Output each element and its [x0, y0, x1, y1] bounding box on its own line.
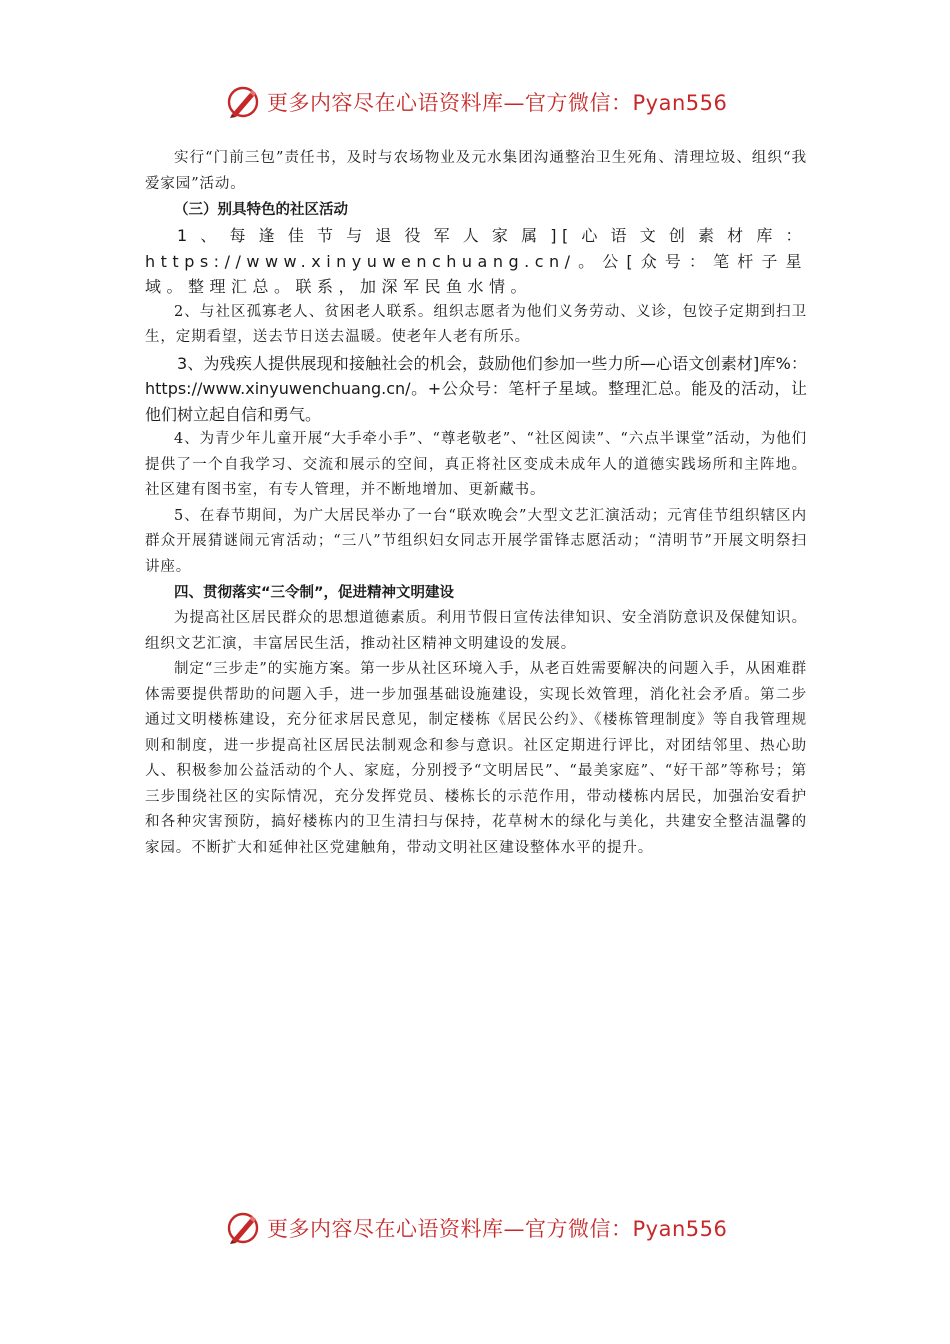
watermark-text: 更多内容尽在心语资料库—官方微信：Pyan556	[267, 1217, 728, 1241]
section-heading-activities: （三）别具特色的社区活动	[174, 202, 348, 218]
paragraph-item-5: 5、在春节期间，为广大居民举办了一台“联欢晚会”大型文艺汇演活动；元宵佳节组织辖区内群众开展猜谜闹元宵活动；“三八”节组织妇女同志开展学雷锋志愿活动；“清明节”开展文明祭扫讲座。	[145, 507, 807, 575]
footer-watermark	[225, 1208, 727, 1248]
pen-circle-logo-icon	[225, 84, 261, 120]
paragraph-item-2: 2、与社区孤寡老人、贫困老人联系。组织志愿者为他们义务劳动、义诊，包饺子定期到扫卫生，定期看望，送去节日送去温暖。使老年人老有所乐。	[145, 303, 807, 345]
paragraph-civilization-intro: 为提高社区居民群众的思想道德素质。利用节假日宣传法律知识、安全消防意识及保健知识。组织文艺汇演，丰富居民生活，推动社区精神文明建设的发展。	[145, 610, 807, 652]
paragraph-item-4: 4、为青少年儿童开展“大手牵小手”、“尊老敬老”、“社区阅读”、“六点半课堂”活动，为他们提供了一个自我学习、交流和展示的空间，真正将社区变成未成年人的道德实践场所和主阵地。社区建有图书室，有专人管理，并不断地增加、更新藏书。	[145, 431, 807, 498]
paragraph-item-3: 3、为残疾人提供展现和接触社会的机会，鼓励他们参加一些力所—心语文创素材]库%：https://www.xinyuwenchuang.cn/。+公众号：笔杆子星域。整理汇总。能及的活动，让他们树立起自信和勇气。	[145, 353, 807, 424]
paragraph-three-steps: 制定“三步走”的实施方案。第一步从社区环境入手，从老百姓需要解决的问题入手，从困难群体需要提供帮助的问题入手，进一步加强基础设施建设，实现长效管理，消化社会矛盾。第二步通过文明楼栋建设，充分征求居民意见，制定楼栋《居民公约》、《楼栋管理制度》等自我管理规则和制度，进一步提高社区居民法制观念和参与意识。社区定期进行评比，对团结邻里、热心助人、积极参加公益活动的个人、家庭，分别授予“文明居民”、“最美家庭”、“好干部”等称号；第三步围绕社区的实际情况，充分发挥党员、楼栋长的示范作用，带动楼栋内居民，加强治安看护和各种灾害预防，搞好楼栋内的卫生清扫与保持，花草树木的绿化与美化，共建安全整洁温馨的家园。不断扩大和延伸社区党建触角，带动文明社区建设整体水平的提升。	[145, 661, 807, 856]
paragraph-item-1: 1、每逢佳节与退役军人家属][心语文创素材库：https://www.xinyuwenchuang.cn/。公[众号：笔杆子星域。整理汇总。联系，加深军民鱼水情。	[145, 226, 807, 296]
document-body	[145, 146, 807, 861]
pen-circle-logo-icon	[225, 1210, 261, 1246]
paragraph-sanbao: 实行“门前三包”责任书，及时与农场物业及元水集团沟通整治卫生死角、清理垃圾、组织“我爱家园”活动。	[145, 150, 807, 192]
header-watermark	[225, 82, 727, 122]
section-heading-civilization: 四、贯彻落实“三令制”，促进精神文明建设	[174, 585, 455, 601]
watermark-text: 更多内容尽在心语资料库—官方微信：Pyan556	[267, 91, 728, 115]
